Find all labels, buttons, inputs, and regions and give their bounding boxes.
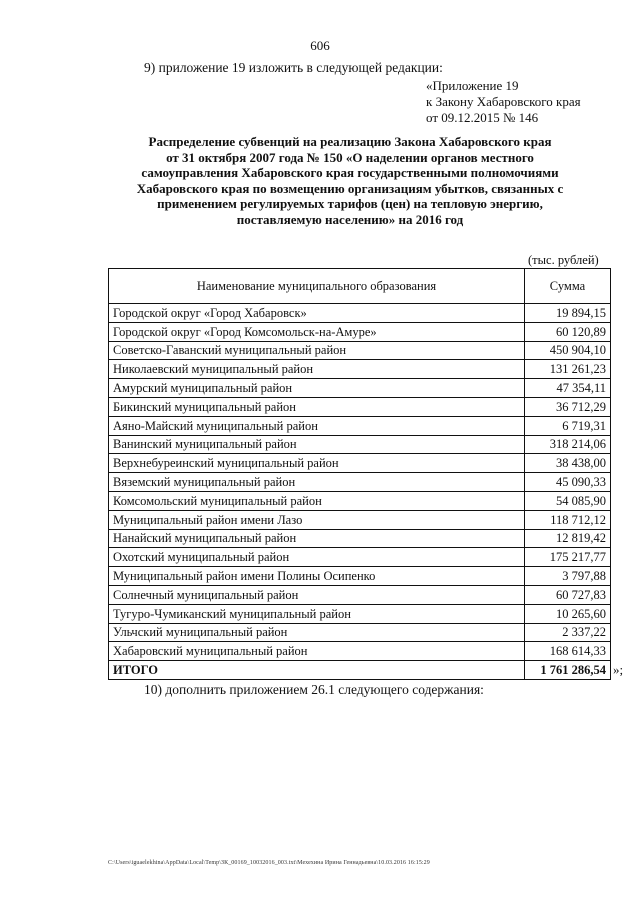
municipality-name: Советско-Гаванский муниципальный район (109, 341, 525, 360)
municipality-name: Аяно-Майский муниципальный район (109, 416, 525, 435)
table-row (109, 379, 611, 398)
appendix-line: «Приложение 19 (426, 78, 519, 93)
table-row (109, 322, 611, 341)
municipality-name: Охотский муниципальный район (109, 548, 525, 567)
municipality-name: Ульчский муниципальный район (109, 623, 525, 642)
table-row (109, 435, 611, 454)
municipality-name: Городской округ «Город Комсомольск-на-Амуре» (109, 322, 525, 341)
subsidy-amount: 3 797,88 (525, 567, 611, 586)
municipality-name: Муниципальный район имени Лазо (109, 510, 525, 529)
title-line: Хабаровского края по возмещению организациям убытков, связанных с (136, 180, 564, 196)
header-amount: Сумма (525, 269, 611, 304)
total-row (109, 661, 611, 680)
subsidy-amount: 175 217,77 (525, 548, 611, 567)
table-row (109, 416, 611, 435)
municipality-name: Муниципальный район имени Полины Осипенко (109, 567, 525, 586)
subsidy-amount: 45 090,33 (525, 473, 611, 492)
file-path-footer: C:\Users\iguaelekhina\AppData\Local\Temp\ЗК_00169_10032016_003.txt\Мехехина Ирина Геннадьевна\10.03.2016 16:15:29 (108, 860, 430, 866)
total-label: ИТОГО (109, 661, 525, 680)
table-row (109, 397, 611, 416)
appendix-line: к Закону Хабаровского края (426, 94, 581, 109)
subsidy-amount: 38 438,00 (525, 454, 611, 473)
table-row (109, 473, 611, 492)
intro-text: 9) приложение 19 изложить в следующей редакции: (144, 60, 443, 75)
table-row (109, 454, 611, 473)
subsidy-amount: 54 085,90 (525, 491, 611, 510)
subsidy-amount: 6 719,31 (525, 416, 611, 435)
subsidy-amount: 131 261,23 (525, 360, 611, 379)
table-header-row (109, 269, 611, 304)
table-row (109, 529, 611, 548)
municipality-name: Комсомольский муниципальный район (109, 491, 525, 510)
subsidy-amount: 10 265,60 (525, 604, 611, 623)
municipality-name: Николаевский муниципальный район (109, 360, 525, 379)
table-row (109, 548, 611, 567)
title-line: самоуправления Хабаровского края государственными полномочиями (141, 165, 559, 181)
quote-end: »; (613, 662, 624, 677)
table-row (109, 642, 611, 661)
subsidy-amount: 450 904,10 (525, 341, 611, 360)
subsidy-amount: 60 727,83 (525, 585, 611, 604)
municipality-name: Хабаровский муниципальный район (109, 642, 525, 661)
municipality-name: Ванинский муниципальный район (109, 435, 525, 454)
title-line: применением регулируемых тарифов (цен) на тепловую энергию, (157, 196, 543, 212)
table-row (109, 567, 611, 586)
subsidy-amount: 2 337,22 (525, 623, 611, 642)
subsidy-amount: 118 712,12 (525, 510, 611, 529)
header-municipality: Наименование муниципального образования (109, 269, 525, 304)
table-row (109, 585, 611, 604)
municipality-name: Вяземский муниципальный район (109, 473, 525, 492)
title-line: поставляемую населению» на 2016 год (236, 211, 464, 227)
appendix-reference (426, 78, 581, 126)
municipality-name: Нанайский муниципальный район (109, 529, 525, 548)
table-row (109, 623, 611, 642)
municipality-name: Солнечный муниципальный район (109, 585, 525, 604)
units-label: (тыс. рублей) (528, 253, 599, 267)
document-title (100, 134, 600, 228)
municipality-name: Бикинский муниципальный район (109, 397, 525, 416)
next-item-text: 10) дополнить приложением 26.1 следующего содержания: (144, 682, 484, 697)
subsidy-amount: 36 712,29 (525, 397, 611, 416)
table-row (109, 604, 611, 623)
table-row (109, 341, 611, 360)
subsidy-amount: 47 354,11 (525, 379, 611, 398)
subsidy-amount: 168 614,33 (525, 642, 611, 661)
table-row (109, 304, 611, 323)
table-row (109, 360, 611, 379)
municipality-name: Тугуро-Чумиканский муниципальный район (109, 604, 525, 623)
subsidy-amount: 19 894,15 (525, 304, 611, 323)
total-value: 1 761 286,54 (525, 661, 611, 680)
municipality-name: Верхнебуреинский муниципальный район (109, 454, 525, 473)
page-number: 606 (310, 38, 330, 53)
subsidy-amount: 12 819,42 (525, 529, 611, 548)
title-line: Распределение субвенций на реализацию Закона Хабаровского края (148, 134, 552, 149)
municipality-name: Амурский муниципальный район (109, 379, 525, 398)
subsidy-amount: 60 120,89 (525, 322, 611, 341)
title-line: от 31 октября 2007 года № 150 «О наделении органов местного (166, 149, 534, 165)
subsidy-table (108, 268, 611, 680)
subsidy-amount: 318 214,06 (525, 435, 611, 454)
municipality-name: Городской округ «Город Хабаровск» (109, 304, 525, 323)
table-row (109, 491, 611, 510)
table-row (109, 510, 611, 529)
appendix-line: от 09.12.2015 № 146 (426, 110, 539, 125)
